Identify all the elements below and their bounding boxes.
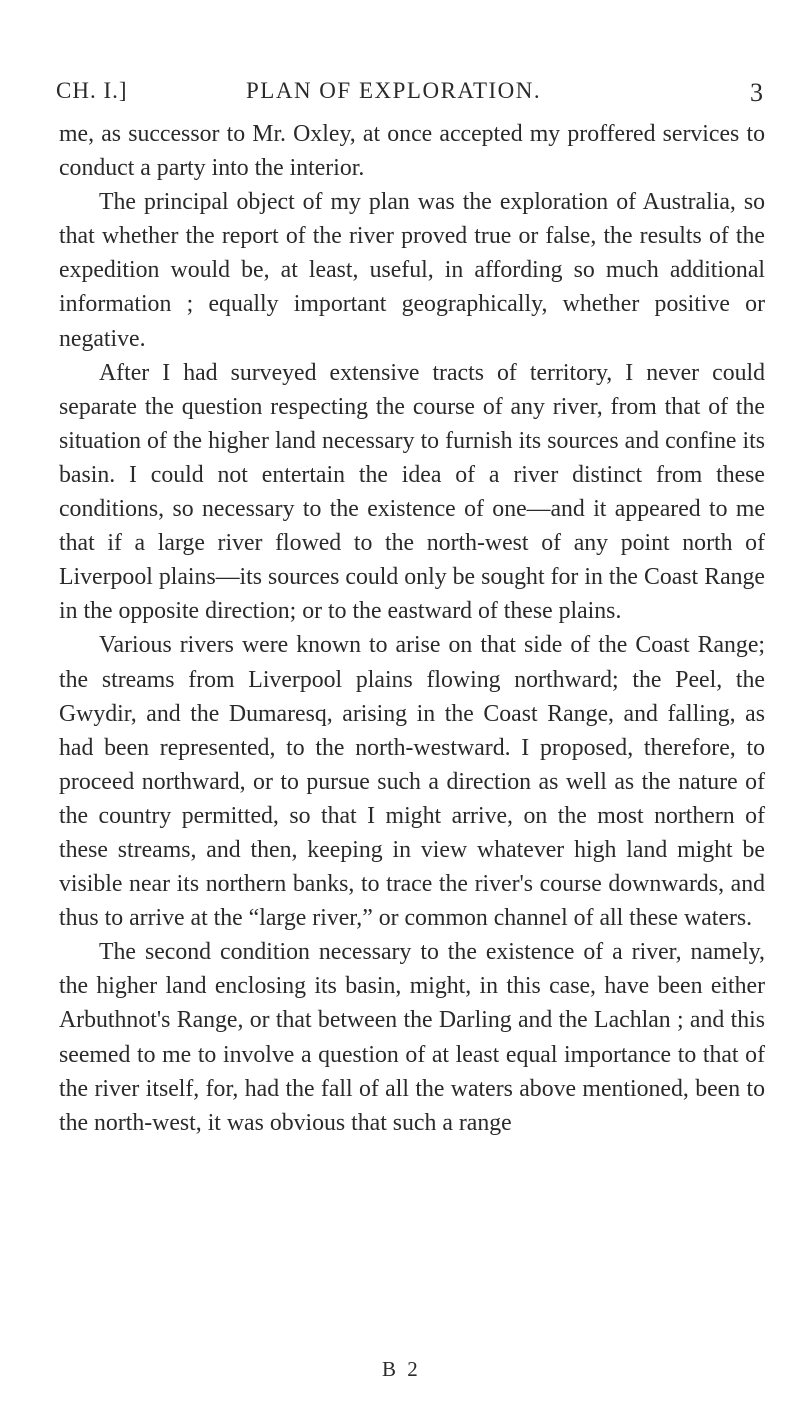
paragraph: After I had surveyed extensive tracts of territory, I never could separate the question respecting the course of any river, from that of the situation of the higher land necessary to furnish its sources and confine its basin. I could not entertain the idea of a river distinct from these conditions, so necessary to the existence of one—and it appeared to me that if a large river flowed to the north-west of any point north of Liverpool plains—its sources could only be sought for in the Coast Range in the opposite direction; or to the eastward of these plains. — [59, 359, 765, 625]
paragraph: Various rivers were known to arise on that side of the Coast Range; the streams from Liverpool plains flowing northward; the Peel, the Gwydir, and the Dumaresq, arising in the Coast Range, and falling, as had been represented, to the north-westward. I proposed, therefore, to proceed northward, or to pursue such a direction as well as the nature of the country permitted, so that I might arrive, on the most northern of these streams, and then, keeping in view whatever high land might be visible near its northern banks, to trace the river's course downwards, and thus to arrive at the “large river,” or common channel of all these waters. — [59, 632, 765, 932]
paragraph: me, as successor to Mr. Oxley, at once accepted my proffered services to conduct a party into the interior. — [59, 121, 765, 182]
body-text — [59, 117, 765, 1140]
paragraph: The second condition necessary to the existence of a river, namely, the higher land enclosing its basin, might, in this case, have been either Arbuthnot's Range, or that between the Darling and the Lachlan ; and this seemed to me to involve a question of at least equal importance to that of the river itself, for, had the fall of all the waters above mentioned, been to the north-west, it was obvious that such a range — [59, 939, 765, 1136]
page-title: PLAN OF EXPLORATION. — [246, 78, 542, 103]
paragraph: The principal object of my plan was the exploration of Australia, so that whether the report of the river proved true or false, the results of the expedition would be, at least, useful, in affording so much additional information ; equally important geographically, whether positive or negative. — [59, 189, 765, 352]
signature-mark: B 2 — [382, 1357, 421, 1381]
page-number: 3 — [750, 78, 764, 107]
running-head — [56, 78, 764, 114]
chapter-label: CH. I.] — [56, 78, 128, 103]
